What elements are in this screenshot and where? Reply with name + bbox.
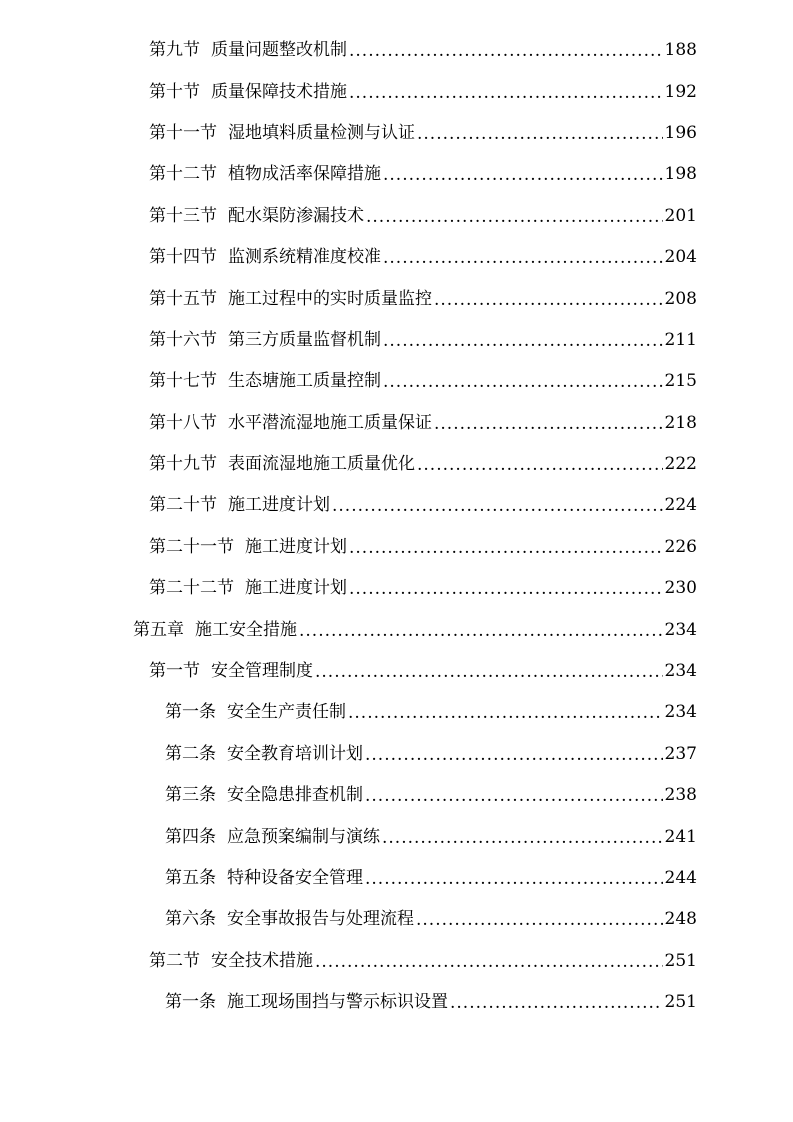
toc-entry-title: 质量问题整改机制 bbox=[211, 40, 347, 61]
dot-leader bbox=[383, 333, 663, 350]
toc-entry-page-number: 196 bbox=[664, 122, 697, 143]
toc-entry-number: 第十八节 bbox=[149, 412, 217, 433]
toc-entry[interactable] bbox=[0, 941, 793, 982]
toc-entry-page-number: 201 bbox=[664, 205, 697, 226]
dot-leader bbox=[365, 747, 663, 764]
dot-leader bbox=[417, 126, 663, 143]
toc-entry[interactable] bbox=[0, 113, 793, 154]
toc-entry-title: 应急预案编制与演练 bbox=[227, 826, 380, 847]
toc-entry-page-number: 234 bbox=[664, 619, 697, 640]
dot-leader bbox=[434, 292, 663, 309]
toc-entry-page-number: 226 bbox=[664, 536, 697, 557]
toc-entry-title: 生态塘施工质量控制 bbox=[228, 371, 381, 392]
dot-leader bbox=[349, 540, 663, 557]
toc-entry-title: 湿地填料质量检测与认证 bbox=[228, 122, 415, 143]
toc-entry-title: 施工现场围挡与警示标识设置 bbox=[227, 992, 448, 1013]
toc-entry[interactable] bbox=[0, 30, 793, 71]
toc-entry-number: 第二十一节 bbox=[149, 536, 234, 557]
dot-leader bbox=[450, 995, 663, 1012]
toc-entry-number: 第十五节 bbox=[149, 288, 217, 309]
toc-entry-page-number: 244 bbox=[664, 868, 697, 888]
toc-entry-number: 第十三节 bbox=[149, 205, 217, 226]
toc-entry[interactable] bbox=[0, 485, 793, 526]
dot-leader bbox=[365, 788, 663, 805]
toc-entry-number: 第十节 bbox=[149, 81, 200, 102]
dot-leader bbox=[349, 581, 663, 598]
dot-leader bbox=[434, 416, 663, 433]
dot-leader bbox=[383, 167, 663, 184]
toc-entry[interactable] bbox=[0, 982, 793, 1023]
toc-entry[interactable] bbox=[0, 154, 793, 195]
toc-entry-number: 第二条 bbox=[165, 743, 216, 764]
dot-leader bbox=[365, 871, 663, 888]
toc-entry-page-number: 248 bbox=[664, 909, 697, 930]
toc-entry-page-number: 241 bbox=[664, 826, 697, 847]
toc-entry-title: 第三方质量监督机制 bbox=[228, 329, 381, 350]
dot-leader bbox=[315, 954, 663, 971]
toc-entry-title: 质量保障技术措施 bbox=[211, 81, 347, 102]
toc-entry-page-number: 251 bbox=[664, 950, 697, 971]
dot-leader bbox=[299, 623, 663, 640]
table-of-contents bbox=[0, 30, 793, 1023]
toc-entry-page-number: 215 bbox=[664, 371, 697, 392]
dot-leader bbox=[417, 457, 663, 474]
dot-leader bbox=[349, 85, 663, 102]
toc-entry-title: 表面流湿地施工质量优化 bbox=[228, 454, 415, 475]
toc-entry[interactable] bbox=[0, 899, 793, 940]
toc-entry-title: 配水渠防渗漏技术 bbox=[228, 205, 364, 226]
toc-entry-title: 安全技术措施 bbox=[211, 950, 313, 971]
toc-entry-number: 第十六节 bbox=[149, 329, 217, 350]
toc-entry[interactable] bbox=[0, 568, 793, 609]
toc-entry[interactable] bbox=[0, 196, 793, 237]
toc-entry[interactable] bbox=[0, 651, 793, 692]
toc-entry-number: 第五章 bbox=[133, 619, 184, 640]
toc-entry-number: 第三条 bbox=[165, 785, 216, 806]
toc-entry-title: 监测系统精准度校准 bbox=[228, 247, 381, 268]
toc-entry[interactable] bbox=[0, 444, 793, 485]
toc-entry[interactable] bbox=[0, 71, 793, 112]
toc-entry[interactable] bbox=[0, 320, 793, 361]
toc-entry-number: 第十九节 bbox=[149, 454, 217, 475]
toc-entry-number: 第五条 bbox=[165, 868, 216, 888]
toc-entry[interactable] bbox=[0, 403, 793, 444]
toc-entry-page-number: 234 bbox=[664, 661, 697, 682]
toc-entry[interactable] bbox=[0, 361, 793, 402]
toc-entry-title: 施工进度计划 bbox=[245, 536, 347, 557]
toc-entry-title: 施工进度计划 bbox=[228, 495, 330, 516]
toc-entry-number: 第四条 bbox=[165, 826, 216, 847]
dot-leader bbox=[315, 664, 663, 681]
toc-entry-page-number: 237 bbox=[664, 743, 697, 764]
toc-entry[interactable] bbox=[0, 609, 793, 650]
toc-entry-title: 安全事故报告与处理流程 bbox=[227, 909, 414, 930]
toc-entry-number: 第二十二节 bbox=[149, 578, 234, 599]
toc-entry-number: 第九节 bbox=[149, 40, 200, 61]
toc-entry-page-number: 198 bbox=[664, 164, 697, 185]
toc-entry-page-number: 188 bbox=[664, 40, 697, 61]
toc-entry-page-number: 192 bbox=[664, 81, 697, 102]
toc-entry-page-number: 238 bbox=[664, 785, 697, 806]
toc-entry-page-number: 218 bbox=[664, 412, 697, 433]
toc-entry-number: 第十二节 bbox=[149, 164, 217, 185]
toc-entry-title: 安全管理制度 bbox=[211, 661, 313, 682]
dot-leader bbox=[332, 498, 663, 515]
toc-entry-number: 第一条 bbox=[165, 702, 216, 723]
dot-leader bbox=[383, 374, 663, 391]
toc-entry-number: 第一节 bbox=[149, 661, 200, 682]
toc-entry-number: 第一条 bbox=[165, 992, 216, 1013]
toc-entry-title: 水平潜流湿地施工质量保证 bbox=[228, 412, 432, 433]
toc-entry-title: 安全生产责任制 bbox=[227, 702, 346, 723]
toc-entry-title: 施工安全措施 bbox=[195, 619, 297, 640]
toc-entry-page-number: 208 bbox=[664, 288, 697, 309]
toc-entry-title: 施工进度计划 bbox=[245, 578, 347, 599]
toc-entry[interactable] bbox=[0, 527, 793, 568]
toc-entry-number: 第二十节 bbox=[149, 495, 217, 516]
toc-entry-number: 第十四节 bbox=[149, 247, 217, 268]
toc-entry[interactable] bbox=[0, 816, 793, 857]
toc-entry-number: 第十一节 bbox=[149, 122, 217, 143]
toc-entry-number: 第六条 bbox=[165, 909, 216, 930]
dot-leader bbox=[348, 705, 663, 722]
dot-leader bbox=[382, 830, 663, 847]
dot-leader bbox=[383, 250, 663, 267]
dot-leader bbox=[349, 43, 663, 60]
toc-entry-page-number: 224 bbox=[664, 495, 697, 516]
dot-leader bbox=[366, 209, 663, 226]
toc-entry-number: 第二节 bbox=[149, 950, 200, 971]
toc-entry-page-number: 204 bbox=[664, 247, 697, 268]
toc-entry-title: 特种设备安全管理 bbox=[227, 868, 363, 888]
toc-entry-title: 安全隐患排查机制 bbox=[227, 785, 363, 806]
toc-entry-page-number: 222 bbox=[664, 454, 697, 475]
toc-entry-page-number: 211 bbox=[664, 329, 697, 350]
toc-entry[interactable] bbox=[0, 858, 793, 899]
toc-entry[interactable] bbox=[0, 278, 793, 319]
toc-entry[interactable] bbox=[0, 692, 793, 733]
toc-entry-page-number: 234 bbox=[664, 702, 697, 723]
toc-entry[interactable] bbox=[0, 775, 793, 816]
toc-entry-title: 安全教育培训计划 bbox=[227, 743, 363, 764]
toc-entry-page-number: 251 bbox=[664, 992, 697, 1013]
toc-entry-page-number: 230 bbox=[664, 578, 697, 599]
toc-entry-number: 第十七节 bbox=[149, 371, 217, 392]
toc-entry-title: 施工过程中的实时质量监控 bbox=[228, 288, 432, 309]
toc-entry[interactable] bbox=[0, 237, 793, 278]
toc-entry-title: 植物成活率保障措施 bbox=[228, 164, 381, 185]
toc-entry[interactable] bbox=[0, 734, 793, 775]
dot-leader bbox=[416, 912, 663, 929]
